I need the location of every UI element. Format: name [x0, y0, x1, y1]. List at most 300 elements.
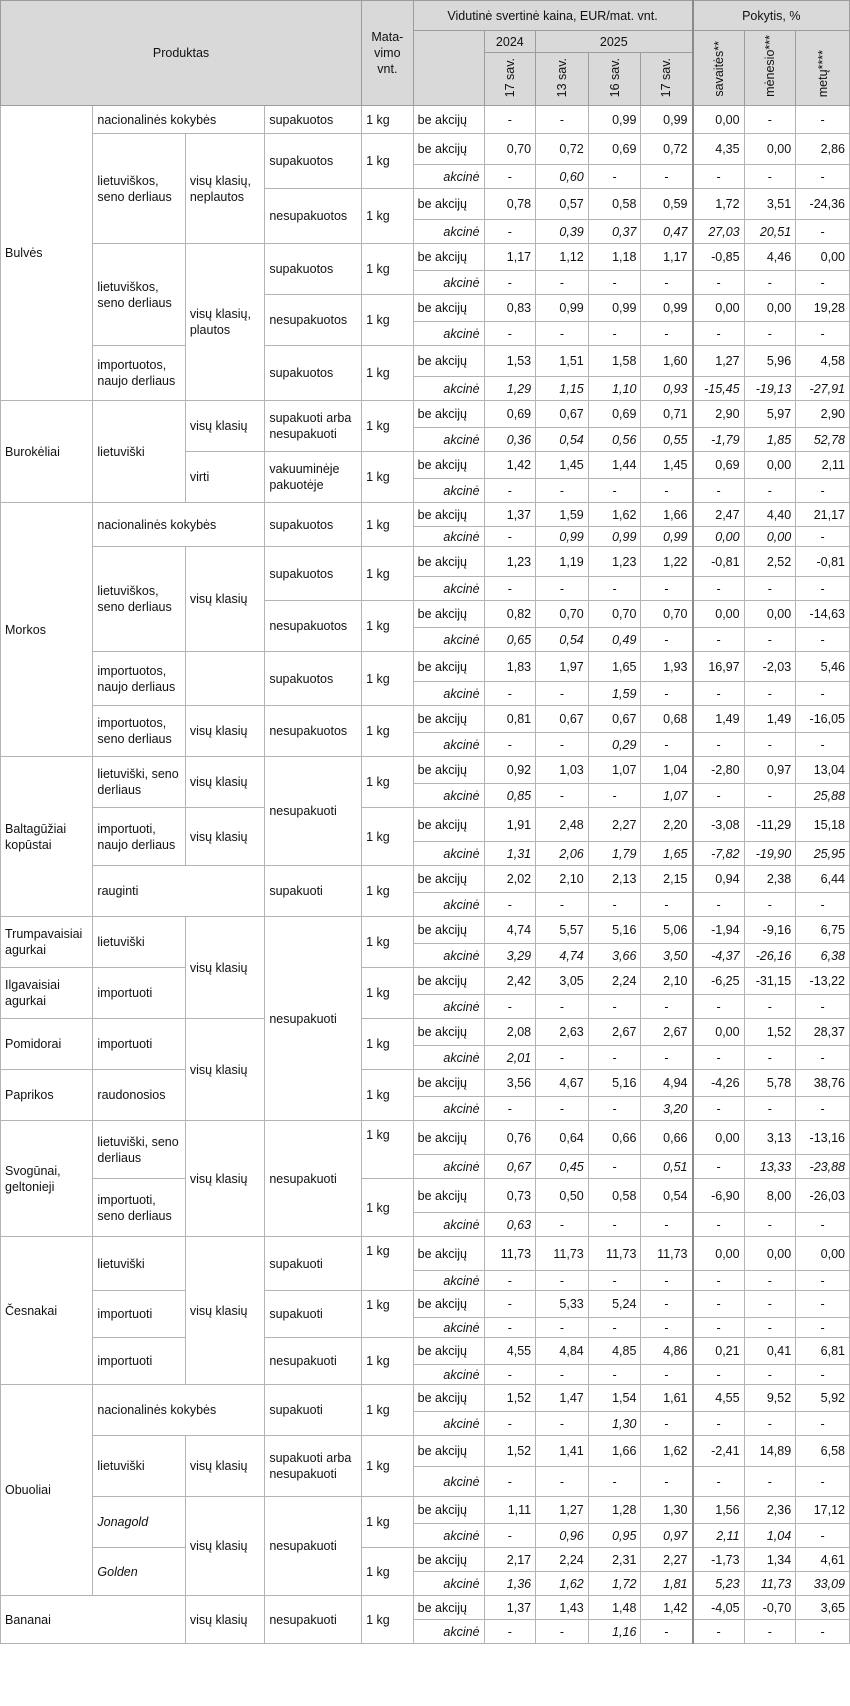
header-change-week: savaitės**	[693, 31, 745, 106]
product-label-cell: supakuotos	[265, 503, 362, 547]
value-cell: -13,16	[796, 1121, 850, 1155]
value-cell: -	[588, 271, 641, 295]
value-cell: 0,69	[693, 452, 745, 479]
value-cell: 0,70	[484, 134, 536, 165]
product-label-cell: rauginti	[93, 866, 265, 917]
value-cell: -31,15	[744, 968, 796, 995]
value-cell: 1,28	[588, 1497, 641, 1524]
price-type-cell: be akcijų	[413, 866, 484, 893]
value-cell: 4,84	[536, 1338, 589, 1365]
price-type-cell: akcinė	[413, 1365, 484, 1385]
product-label-cell: nesupakuotos	[265, 706, 362, 757]
price-type-cell: be akcijų	[413, 1436, 484, 1467]
value-cell: 1,91	[484, 808, 536, 842]
product-label-cell: nacionalinės kokybės	[93, 106, 265, 134]
value-cell: 1,53	[484, 346, 536, 377]
table-row	[1, 808, 850, 842]
value-cell: -	[641, 733, 693, 757]
value-cell: -	[744, 995, 796, 1019]
value-cell: 0,00	[744, 134, 796, 165]
value-cell: 0,00	[744, 527, 796, 547]
value-cell: -4,37	[693, 944, 745, 968]
product-label-cell: lietuviški, seno derliaus	[93, 1121, 185, 1179]
value-cell: 5,06	[641, 917, 693, 944]
value-cell: 4,40	[744, 503, 796, 527]
table-row	[1, 1548, 850, 1572]
value-cell: -	[588, 893, 641, 917]
value-cell: 1,72	[693, 189, 745, 220]
value-cell: -	[744, 1318, 796, 1338]
table-row	[1, 244, 850, 271]
value-cell: 2,08	[484, 1019, 536, 1046]
table-row	[1, 1385, 850, 1412]
product-label-cell: 1 kg	[362, 808, 414, 866]
product-label-cell: importuoti	[93, 1291, 185, 1338]
value-cell: -	[693, 479, 745, 503]
product-label-cell: 1 kg	[362, 706, 414, 757]
product-label-cell: Pomidorai	[1, 1019, 93, 1070]
price-type-cell: be akcijų	[413, 808, 484, 842]
value-cell: -	[744, 1271, 796, 1291]
price-type-cell: akcinė	[413, 893, 484, 917]
value-cell: -26,03	[796, 1179, 850, 1213]
value-cell: -	[588, 577, 641, 601]
value-cell: -	[693, 577, 745, 601]
product-label-cell: Jonagold	[93, 1497, 185, 1548]
value-cell: 3,50	[641, 944, 693, 968]
value-cell: -	[641, 1365, 693, 1385]
value-cell: 0,00	[744, 452, 796, 479]
value-cell: 1,23	[588, 547, 641, 577]
value-cell: -	[484, 1467, 536, 1497]
value-cell: 5,33	[536, 1291, 589, 1318]
value-cell: 0,94	[693, 866, 745, 893]
product-label-cell: Obuoliai	[1, 1385, 93, 1596]
value-cell: -	[536, 1271, 589, 1291]
value-cell: 1,34	[744, 1548, 796, 1572]
price-type-cell: be akcijų	[413, 1385, 484, 1412]
value-cell: -	[641, 995, 693, 1019]
value-cell: -	[796, 1318, 850, 1338]
value-cell: -7,82	[693, 842, 745, 866]
table-row	[1, 652, 850, 682]
value-cell: 13,33	[744, 1155, 796, 1179]
table-body	[1, 106, 850, 1644]
value-cell: 2,48	[536, 808, 589, 842]
price-type-cell: be akcijų	[413, 106, 484, 134]
value-cell: 0,68	[641, 706, 693, 733]
value-cell: 2,47	[693, 503, 745, 527]
table-row	[1, 503, 850, 527]
value-cell: 1,27	[536, 1497, 589, 1524]
value-cell: -	[484, 893, 536, 917]
value-cell: -	[536, 106, 589, 134]
product-label-cell: 1 kg	[362, 757, 414, 808]
table-row	[1, 134, 850, 165]
value-cell: 0,92	[484, 757, 536, 784]
product-label-cell: 1 kg	[362, 1596, 414, 1644]
value-cell: -	[744, 106, 796, 134]
value-cell: 0,73	[484, 1179, 536, 1213]
value-cell: 1,44	[588, 452, 641, 479]
value-cell: 1,12	[536, 244, 589, 271]
value-cell: 0,99	[641, 295, 693, 322]
price-type-cell: akcinė	[413, 784, 484, 808]
value-cell: 1,17	[484, 244, 536, 271]
value-cell: 0,00	[693, 601, 745, 628]
value-cell: 0,99	[588, 295, 641, 322]
value-cell: 0,60	[536, 165, 589, 189]
price-type-cell: akcinė	[413, 1620, 484, 1644]
table-row	[1, 346, 850, 377]
value-cell: 4,74	[536, 944, 589, 968]
value-cell: -	[693, 1155, 745, 1179]
value-cell: -	[641, 165, 693, 189]
value-cell: -	[484, 1620, 536, 1644]
value-cell: -	[484, 1291, 536, 1318]
value-cell: 0,00	[693, 106, 745, 134]
product-label-cell: supakuoti	[265, 1237, 362, 1291]
value-cell: 2,17	[484, 1548, 536, 1572]
value-cell: -	[641, 1467, 693, 1497]
value-cell: 2,52	[744, 547, 796, 577]
product-label-cell: Bananai	[1, 1596, 186, 1644]
value-cell: 0,72	[536, 134, 589, 165]
value-cell: 1,07	[641, 784, 693, 808]
value-cell: -	[641, 1620, 693, 1644]
value-cell: 0,67	[484, 1155, 536, 1179]
product-label-cell: 1 kg	[362, 1436, 414, 1497]
value-cell: 2,31	[588, 1548, 641, 1572]
value-cell: 1,03	[536, 757, 589, 784]
value-cell: -	[796, 1467, 850, 1497]
value-cell: -	[536, 1097, 589, 1121]
value-cell: -	[588, 784, 641, 808]
price-type-cell: be akcijų	[413, 295, 484, 322]
product-label-cell: 1 kg	[362, 601, 414, 652]
value-cell: 0,00	[796, 244, 850, 271]
product-label-cell: 1 kg	[362, 1237, 414, 1291]
value-cell: -	[693, 784, 745, 808]
value-cell: 2,02	[484, 866, 536, 893]
header-product: Produktas	[1, 1, 362, 106]
product-label-cell: nesupakuotos	[265, 189, 362, 244]
value-cell: -	[536, 479, 589, 503]
value-cell: 13,04	[796, 757, 850, 784]
value-cell: 1,62	[641, 1436, 693, 1467]
product-label-cell: visų klasių	[185, 917, 265, 1019]
value-cell: -	[796, 893, 850, 917]
product-label-cell: Trumpavaisiai agurkai	[1, 917, 93, 968]
value-cell: -	[536, 682, 589, 706]
product-label-cell: 1 kg	[362, 1497, 414, 1548]
value-cell: -	[588, 1213, 641, 1237]
value-cell: 1,59	[588, 682, 641, 706]
product-label-cell: nesupakuoti	[265, 1338, 362, 1385]
price-type-cell: be akcijų	[413, 917, 484, 944]
price-type-cell: be akcijų	[413, 757, 484, 784]
product-label-cell: 1 kg	[362, 1338, 414, 1385]
value-cell: -	[484, 220, 536, 244]
product-label-cell: nacionalinės kokybės	[93, 503, 265, 547]
table-row	[1, 757, 850, 784]
price-type-cell: akcinė	[413, 682, 484, 706]
value-cell: -1,73	[693, 1548, 745, 1572]
value-cell: 1,48	[588, 1596, 641, 1620]
value-cell: 4,86	[641, 1338, 693, 1365]
product-label-cell: visų klasių	[185, 1019, 265, 1121]
value-cell: 0,54	[536, 428, 589, 452]
value-cell: 5,78	[744, 1070, 796, 1097]
value-cell: -	[796, 527, 850, 547]
value-cell: -	[796, 1412, 850, 1436]
value-cell: -	[484, 733, 536, 757]
value-cell: -4,26	[693, 1070, 745, 1097]
value-cell: -	[536, 733, 589, 757]
value-cell: 1,93	[641, 652, 693, 682]
table-row	[1, 1070, 850, 1097]
value-cell: 33,09	[796, 1572, 850, 1596]
value-cell: 11,73	[744, 1572, 796, 1596]
product-label-cell: Burokėliai	[1, 401, 93, 503]
value-cell: 3,56	[484, 1070, 536, 1097]
value-cell: -	[693, 1213, 745, 1237]
value-cell: -	[588, 1155, 641, 1179]
value-cell: -1,94	[693, 917, 745, 944]
product-label-cell: supakuoti arba nesupakuoti	[265, 401, 362, 452]
value-cell: 3,13	[744, 1121, 796, 1155]
value-cell: 0,93	[641, 377, 693, 401]
value-cell: -	[484, 682, 536, 706]
value-cell: 0,00	[693, 527, 745, 547]
value-cell: 1,19	[536, 547, 589, 577]
product-label-cell: lietuviškos, seno derliaus	[93, 547, 185, 652]
value-cell: -	[484, 1318, 536, 1338]
product-label-cell: virti	[185, 452, 265, 503]
value-cell: -	[484, 106, 536, 134]
product-label-cell: lietuviški, seno derliaus	[93, 757, 185, 808]
product-label-cell: Golden	[93, 1548, 185, 1596]
value-cell: 1,16	[588, 1620, 641, 1644]
value-cell: 0,78	[484, 189, 536, 220]
value-cell: 3,05	[536, 968, 589, 995]
value-cell: 2,36	[744, 1497, 796, 1524]
value-cell: -	[641, 893, 693, 917]
price-type-cell: be akcijų	[413, 1070, 484, 1097]
value-cell: 1,79	[588, 842, 641, 866]
product-label-cell: importuoti	[93, 1338, 185, 1385]
value-cell: 5,96	[744, 346, 796, 377]
product-label-cell: nesupakuoti	[265, 757, 362, 866]
product-label-cell: Ilgavaisiai agurkai	[1, 968, 93, 1019]
value-cell: -23,88	[796, 1155, 850, 1179]
value-cell: 28,37	[796, 1019, 850, 1046]
product-label-cell: 1 kg	[362, 917, 414, 968]
product-label-cell	[185, 652, 265, 706]
value-cell: -	[744, 628, 796, 652]
product-label-cell: nesupakuoti	[265, 917, 362, 1121]
price-type-cell: akcinė	[413, 842, 484, 866]
table-row	[1, 1436, 850, 1467]
value-cell: 1,07	[588, 757, 641, 784]
value-cell: 0,96	[536, 1524, 589, 1548]
value-cell: -	[744, 1365, 796, 1385]
value-cell: 17,12	[796, 1497, 850, 1524]
value-cell: -	[484, 165, 536, 189]
value-cell: 1,49	[693, 706, 745, 733]
price-type-cell: akcinė	[413, 1572, 484, 1596]
product-label-cell: lietuviški	[93, 401, 185, 503]
value-cell: -	[693, 271, 745, 295]
product-label-cell: 1 kg	[362, 189, 414, 244]
value-cell: -	[796, 1271, 850, 1291]
value-cell: -	[693, 682, 745, 706]
product-label-cell: importuoti	[93, 1019, 185, 1070]
value-cell: 2,24	[536, 1548, 589, 1572]
product-label-cell: importuoti, naujo derliaus	[93, 808, 185, 866]
value-cell: 5,46	[796, 652, 850, 682]
value-cell: -	[744, 1412, 796, 1436]
value-cell: -	[484, 479, 536, 503]
value-cell: 1,31	[484, 842, 536, 866]
product-label-cell: importuotos, naujo derliaus	[93, 346, 185, 401]
product-label-cell: 1 kg	[362, 1385, 414, 1436]
value-cell: 0,29	[588, 733, 641, 757]
value-cell: 0,69	[588, 401, 641, 428]
value-cell: -2,80	[693, 757, 745, 784]
value-cell: -9,16	[744, 917, 796, 944]
value-cell: -	[796, 1046, 850, 1070]
product-label-cell: supakuotos	[265, 134, 362, 189]
product-label-cell: 1 kg	[362, 1070, 414, 1121]
product-label-cell: 1 kg	[362, 295, 414, 346]
price-type-cell: be akcijų	[413, 1497, 484, 1524]
value-cell: 2,67	[588, 1019, 641, 1046]
product-label-cell: visų klasių	[185, 757, 265, 808]
value-cell: 0,00	[744, 601, 796, 628]
value-cell: 0,99	[588, 527, 641, 547]
product-label-cell: nacionalinės kokybės	[93, 1385, 265, 1436]
value-cell: 2,90	[796, 401, 850, 428]
value-cell: -4,05	[693, 1596, 745, 1620]
value-cell: -	[536, 893, 589, 917]
product-label-cell: importuoti	[93, 968, 185, 1019]
value-cell: -	[796, 1620, 850, 1644]
value-cell: -	[693, 995, 745, 1019]
value-cell: 1,65	[641, 842, 693, 866]
value-cell: 1,59	[536, 503, 589, 527]
value-cell: -0,81	[796, 547, 850, 577]
value-cell: -	[588, 165, 641, 189]
value-cell: 1,37	[484, 1596, 536, 1620]
price-type-cell: be akcijų	[413, 968, 484, 995]
value-cell: -	[796, 165, 850, 189]
price-type-cell: be akcijų	[413, 706, 484, 733]
value-cell: 2,20	[641, 808, 693, 842]
value-cell: 0,67	[536, 401, 589, 428]
value-cell: 0,54	[641, 1179, 693, 1213]
value-cell: -	[796, 682, 850, 706]
table-row	[1, 1291, 850, 1318]
product-label-cell: 1 kg	[362, 1548, 414, 1596]
value-cell: -	[796, 106, 850, 134]
product-label-cell: supakuotos	[265, 547, 362, 601]
value-cell: 2,13	[588, 866, 641, 893]
value-cell: 0,00	[796, 1237, 850, 1271]
value-cell: -	[536, 1467, 589, 1497]
value-cell: 0,54	[536, 628, 589, 652]
value-cell: -	[693, 322, 745, 346]
value-cell: 1,66	[588, 1436, 641, 1467]
product-label-cell: raudonosios	[93, 1070, 185, 1121]
value-cell: 5,57	[536, 917, 589, 944]
product-label-cell: Paprikos	[1, 1070, 93, 1121]
value-cell: 2,67	[641, 1019, 693, 1046]
product-label-cell: visų klasių	[185, 1497, 265, 1596]
value-cell: -	[693, 1097, 745, 1121]
value-cell: 1,30	[588, 1412, 641, 1436]
value-cell: -	[693, 893, 745, 917]
value-cell: 5,16	[588, 917, 641, 944]
product-label-cell: lietuviškos, seno derliaus	[93, 244, 185, 346]
value-cell: 0,85	[484, 784, 536, 808]
product-label-cell: nesupakuoti	[265, 1497, 362, 1596]
value-cell: -	[536, 1365, 589, 1385]
value-cell: 8,00	[744, 1179, 796, 1213]
value-cell: 38,76	[796, 1070, 850, 1097]
value-cell: 0,97	[744, 757, 796, 784]
value-cell: 0,67	[588, 706, 641, 733]
header-week-2025-17: 17 sav.	[641, 53, 693, 106]
header-change-month: mėnesio***	[744, 31, 796, 106]
price-type-cell: akcinė	[413, 1318, 484, 1338]
value-cell: 0,49	[588, 628, 641, 652]
product-label-cell: 1 kg	[362, 452, 414, 503]
value-cell: 0,70	[536, 601, 589, 628]
value-cell: 16,97	[693, 652, 745, 682]
value-cell: 2,01	[484, 1046, 536, 1070]
value-cell: 1,18	[588, 244, 641, 271]
value-cell: 2,27	[588, 808, 641, 842]
value-cell: -	[693, 628, 745, 652]
value-cell: -24,36	[796, 189, 850, 220]
price-type-cell: akcinė	[413, 165, 484, 189]
value-cell: 20,51	[744, 220, 796, 244]
value-cell: 0,72	[641, 134, 693, 165]
value-cell: -	[693, 1318, 745, 1338]
product-label-cell: supakuotos	[265, 652, 362, 706]
value-cell: -	[693, 1271, 745, 1291]
value-cell: 0,55	[641, 428, 693, 452]
product-label-cell: 1 kg	[362, 968, 414, 1019]
value-cell: 1,97	[536, 652, 589, 682]
value-cell: -	[641, 1046, 693, 1070]
value-cell: 11,73	[641, 1237, 693, 1271]
value-cell: 2,10	[641, 968, 693, 995]
value-cell: -	[484, 1097, 536, 1121]
value-cell: 25,95	[796, 842, 850, 866]
price-type-cell: akcinė	[413, 1213, 484, 1237]
price-type-cell: be akcijų	[413, 601, 484, 628]
value-cell: -0,81	[693, 547, 745, 577]
header-avg-price: Vidutinė svertinė kaina, EUR/mat. vnt.	[413, 1, 692, 31]
value-cell: -	[641, 628, 693, 652]
value-cell: 6,38	[796, 944, 850, 968]
value-cell: -	[641, 271, 693, 295]
product-label-cell: supakuotos	[265, 346, 362, 401]
price-type-cell: be akcijų	[413, 1548, 484, 1572]
value-cell: -	[744, 1046, 796, 1070]
